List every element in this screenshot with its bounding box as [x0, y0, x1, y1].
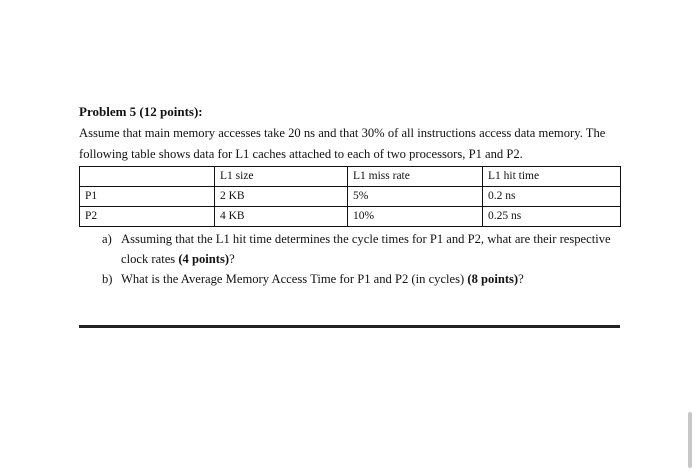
question-item — [79, 229, 624, 269]
table-cell-processor: P2 — [80, 207, 215, 227]
table-header-cell: L1 size — [215, 167, 348, 187]
question-end: ? — [229, 252, 235, 266]
problem-intro: Assume that main memory accesses take 20 ns and that 30% of all instructions access data memory. The following table shows data for L1 caches attached to each of two processors, P1 and P2. — [79, 126, 606, 161]
table-cell-l1-hit-time: 0.25 ns — [483, 207, 621, 227]
question-marker: a) — [102, 232, 112, 246]
question-list — [79, 229, 624, 289]
problem-title: Problem 5 (12 points): — [79, 104, 203, 119]
table-row — [80, 187, 621, 207]
table-cell-l1-miss-rate: 10% — [348, 207, 483, 227]
table-header-cell — [80, 167, 215, 187]
table-row — [80, 207, 621, 227]
table-header-cell: L1 miss rate — [348, 167, 483, 187]
question-points: (8 points) — [467, 272, 519, 286]
question-body: What is the Average Memory Access Time for P1 and P2 (in cycles) — [121, 272, 468, 286]
question-marker: b) — [102, 272, 113, 286]
question-item — [79, 269, 624, 289]
vertical-scrollbar[interactable] — [688, 412, 692, 468]
table-cell-l1-size: 2 KB — [215, 187, 348, 207]
section-divider — [79, 325, 620, 328]
question-text — [121, 272, 524, 286]
table-cell-l1-hit-time: 0.2 ns — [483, 187, 621, 207]
table-header-cell: L1 hit time — [483, 167, 621, 187]
cache-data-table — [79, 166, 621, 227]
question-text — [121, 232, 611, 266]
table-header-row — [80, 167, 621, 187]
question-body: Assuming that the L1 hit time determines the cycle times for P1 and P2, what are their respective clock rates — [121, 232, 611, 266]
question-end: ? — [518, 272, 524, 286]
problem-document — [79, 104, 624, 289]
table-cell-l1-miss-rate: 5% — [348, 187, 483, 207]
table-cell-processor: P1 — [80, 187, 215, 207]
table-cell-l1-size: 4 KB — [215, 207, 348, 227]
question-points: (4 points) — [178, 252, 230, 266]
